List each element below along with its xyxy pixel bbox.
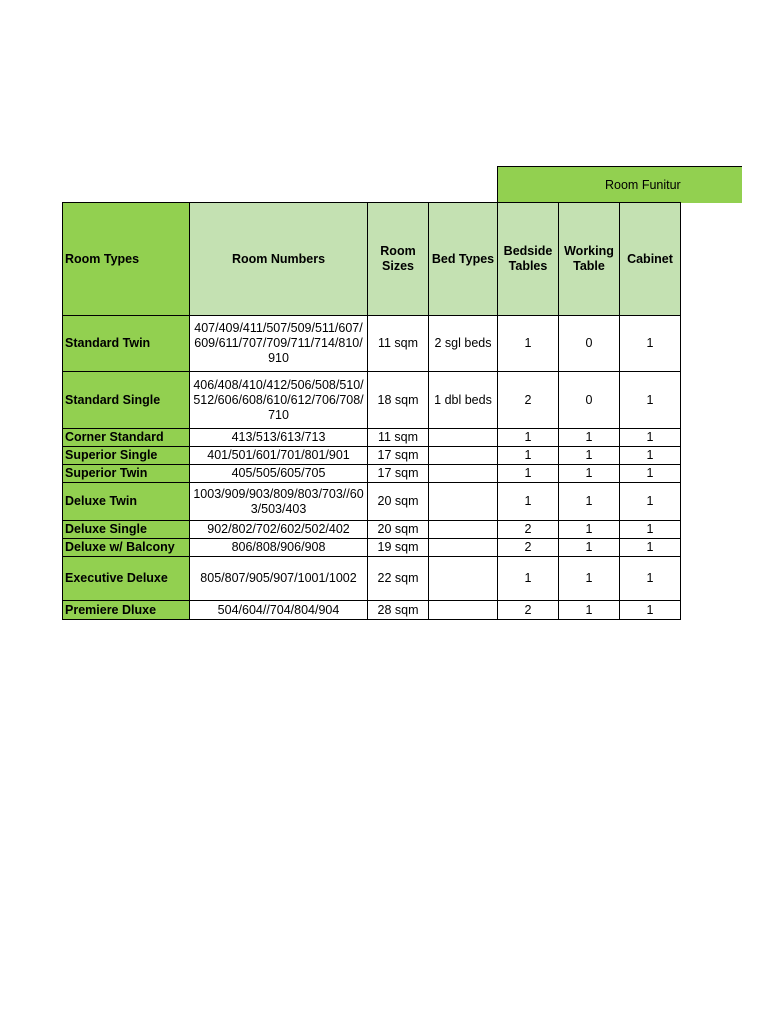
table-row <box>63 447 681 465</box>
cell-working-table: 1 <box>559 483 620 521</box>
cell-working-table: 1 <box>559 521 620 539</box>
table-row <box>63 557 681 601</box>
header-working-table: Working Table <box>559 203 620 316</box>
cell-room-numbers: 405/505/605/705 <box>190 465 368 483</box>
cell-cabinet: 1 <box>620 316 681 372</box>
cell-bed-type <box>429 483 498 521</box>
header-row <box>63 203 681 316</box>
cell-bedside-tables: 1 <box>498 465 559 483</box>
cell-room-size: 17 sqm <box>368 465 429 483</box>
table-row <box>63 539 681 557</box>
cell-room-numbers: 413/513/613/713 <box>190 429 368 447</box>
cell-room-numbers: 806/808/906/908 <box>190 539 368 557</box>
cell-bed-type: 2 sgl beds <box>429 316 498 372</box>
cell-bed-type <box>429 429 498 447</box>
cell-working-table: 1 <box>559 539 620 557</box>
header-bedside-tables: Bedside Tables <box>498 203 559 316</box>
cell-room-size: 20 sqm <box>368 483 429 521</box>
cell-working-table: 1 <box>559 447 620 465</box>
cell-working-table: 0 <box>559 372 620 429</box>
header-cabinet: Cabinet <box>620 203 681 316</box>
cell-bed-type <box>429 539 498 557</box>
cell-bedside-tables: 2 <box>498 521 559 539</box>
cell-bed-type <box>429 521 498 539</box>
cell-room-numbers: 1003/909/903/809/803/703//603/503/403 <box>190 483 368 521</box>
cell-room-type: Premiere Dluxe <box>63 601 190 620</box>
cell-room-size: 19 sqm <box>368 539 429 557</box>
cell-room-size: 11 sqm <box>368 429 429 447</box>
cell-cabinet: 1 <box>620 372 681 429</box>
cell-cabinet: 1 <box>620 601 681 620</box>
cell-bedside-tables: 1 <box>498 557 559 601</box>
cell-cabinet: 1 <box>620 539 681 557</box>
cell-bed-type: 1 dbl beds <box>429 372 498 429</box>
cell-room-numbers: 406/408/410/412/506/508/510/512/606/608/610/612/706/708/710 <box>190 372 368 429</box>
table-row <box>63 483 681 521</box>
cell-room-numbers: 902/802/702/602/502/402 <box>190 521 368 539</box>
room-furniture-group-header <box>497 166 742 203</box>
cell-room-numbers: 805/807/905/907/1001/1002 <box>190 557 368 601</box>
cell-room-size: 18 sqm <box>368 372 429 429</box>
cell-room-numbers: 504/604//704/804/904 <box>190 601 368 620</box>
cell-working-table: 1 <box>559 557 620 601</box>
cell-room-size: 11 sqm <box>368 316 429 372</box>
cell-working-table: 1 <box>559 601 620 620</box>
cell-bedside-tables: 2 <box>498 601 559 620</box>
cell-bed-type <box>429 557 498 601</box>
cell-room-type: Standard Twin <box>63 316 190 372</box>
cell-room-size: 20 sqm <box>368 521 429 539</box>
cell-cabinet: 1 <box>620 521 681 539</box>
cell-bedside-tables: 1 <box>498 429 559 447</box>
header-bed-types: Bed Types <box>429 203 498 316</box>
cell-bedside-tables: 1 <box>498 316 559 372</box>
cell-room-numbers: 401/501/601/701/801/901 <box>190 447 368 465</box>
cell-cabinet: 1 <box>620 465 681 483</box>
cell-bed-type <box>429 447 498 465</box>
cell-room-size: 17 sqm <box>368 447 429 465</box>
cell-bedside-tables: 2 <box>498 539 559 557</box>
cell-cabinet: 1 <box>620 557 681 601</box>
room-table <box>62 202 681 620</box>
cell-bedside-tables: 1 <box>498 447 559 465</box>
cell-room-numbers: 407/409/411/507/509/511/607/609/611/707/709/711/714/810/910 <box>190 316 368 372</box>
cell-room-type: Deluxe w/ Balcony <box>63 539 190 557</box>
table-row <box>63 521 681 539</box>
group-header-label: Room Funitur <box>605 178 681 192</box>
cell-cabinet: 1 <box>620 447 681 465</box>
cell-cabinet: 1 <box>620 429 681 447</box>
cell-bedside-tables: 2 <box>498 372 559 429</box>
cell-cabinet: 1 <box>620 483 681 521</box>
table-row <box>63 429 681 447</box>
cell-room-type: Executive Deluxe <box>63 557 190 601</box>
cell-bedside-tables: 1 <box>498 483 559 521</box>
cell-bed-type <box>429 601 498 620</box>
cell-room-type: Superior Twin <box>63 465 190 483</box>
header-room-sizes: Room Sizes <box>368 203 429 316</box>
table-row <box>63 372 681 429</box>
cell-room-size: 22 sqm <box>368 557 429 601</box>
cell-bed-type <box>429 465 498 483</box>
cell-working-table: 0 <box>559 316 620 372</box>
cell-room-type: Corner Standard <box>63 429 190 447</box>
table-row <box>63 316 681 372</box>
table-row <box>63 601 681 620</box>
cell-working-table: 1 <box>559 429 620 447</box>
cell-room-size: 28 sqm <box>368 601 429 620</box>
header-room-types: Room Types <box>63 203 190 316</box>
table-row <box>63 465 681 483</box>
cell-room-type: Superior Single <box>63 447 190 465</box>
cell-room-type: Standard Single <box>63 372 190 429</box>
cell-working-table: 1 <box>559 465 620 483</box>
header-room-numbers: Room Numbers <box>190 203 368 316</box>
cell-room-type: Deluxe Single <box>63 521 190 539</box>
cell-room-type: Deluxe Twin <box>63 483 190 521</box>
